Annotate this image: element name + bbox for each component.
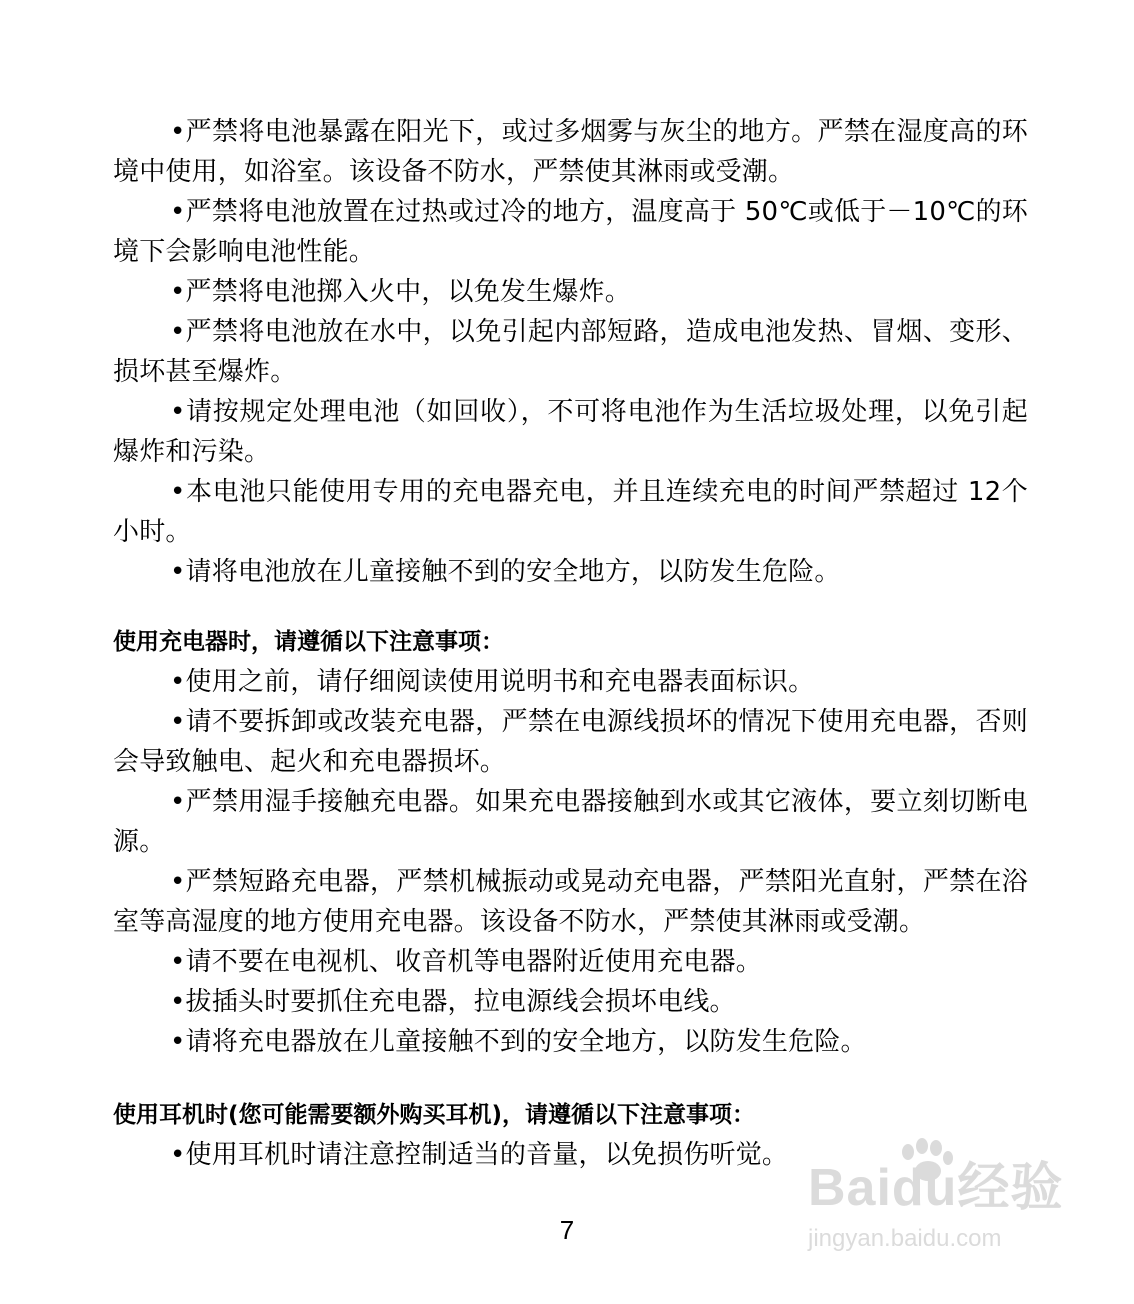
list-item: •请按规定处理电池（如回收），不可将电池作为生活垃圾处理，以免引起爆炸和污染。 bbox=[113, 397, 1028, 467]
list-item: •严禁将电池暴露在阳光下，或过多烟雾与灰尘的地方。严禁在湿度高的环境中使用，如浴室。该设备不防水，严禁使其淋雨或受潮。 bbox=[113, 117, 1028, 187]
spacer bbox=[113, 1062, 1028, 1095]
watermark-url: jingyan.baidu.com bbox=[808, 1225, 1002, 1252]
list-item: •严禁将电池掷入火中，以免发生爆炸。 bbox=[170, 277, 631, 307]
baidu-jingyan-watermark bbox=[808, 1138, 1068, 1263]
list-item: •请不要在电视机、收音机等电器附近使用充电器。 bbox=[170, 947, 762, 977]
list-item: •使用之前，请仔细阅读使用说明书和充电器表面标识。 bbox=[170, 667, 815, 697]
list-item: •请不要拆卸或改装充电器，严禁在电源线损坏的情况下使用充电器，否则会导致触电、起火和充电器损坏。 bbox=[113, 707, 1028, 777]
page-number: 7 bbox=[559, 1215, 575, 1245]
list-item: •使用耳机时请注意控制适当的音量，以免损伤听觉。 bbox=[170, 1140, 789, 1170]
page-content bbox=[113, 112, 1028, 1175]
battery-precautions bbox=[113, 112, 1028, 592]
list-item: •请将电池放在儿童接触不到的安全地方，以防发生危险。 bbox=[170, 557, 841, 587]
list-item: •严禁将电池放置在过热或过冷的地方，温度高于 50℃或低于－10℃的环境下会影响电池性能。 bbox=[113, 197, 1028, 267]
list-item: •本电池只能使用专用的充电器充电，并且连续充电的时间严禁超过 12个小时。 bbox=[113, 477, 1028, 547]
list-item: •请将充电器放在儿童接触不到的安全地方，以防发生危险。 bbox=[170, 1027, 867, 1057]
watermark-brand: Baidu经验 bbox=[808, 1159, 1064, 1217]
list-item: •严禁将电池放在水中，以免引起内部短路，造成电池发热、冒烟、变形、损坏甚至爆炸。 bbox=[113, 317, 1028, 387]
charger-precautions bbox=[113, 622, 1028, 1062]
list-item: •严禁用湿手接触充电器。如果充电器接触到水或其它液体，要立刻切断电源。 bbox=[113, 787, 1028, 857]
list-item: •严禁短路充电器，严禁机械振动或晃动充电器，严禁阳光直射，严禁在浴室等高湿度的地方使用充电器。该设备不防水，严禁使其淋雨或受潮。 bbox=[113, 867, 1028, 937]
spacer bbox=[113, 592, 1028, 622]
charger-section-heading: 使用充电器时，请遵循以下注意事项： bbox=[113, 629, 504, 655]
earphone-section-heading: 使用耳机时(您可能需要额外购买耳机)，请遵循以下注意事项： bbox=[113, 1102, 756, 1128]
list-item: •拔插头时要抓住充电器，拉电源线会损坏电线。 bbox=[170, 987, 736, 1017]
